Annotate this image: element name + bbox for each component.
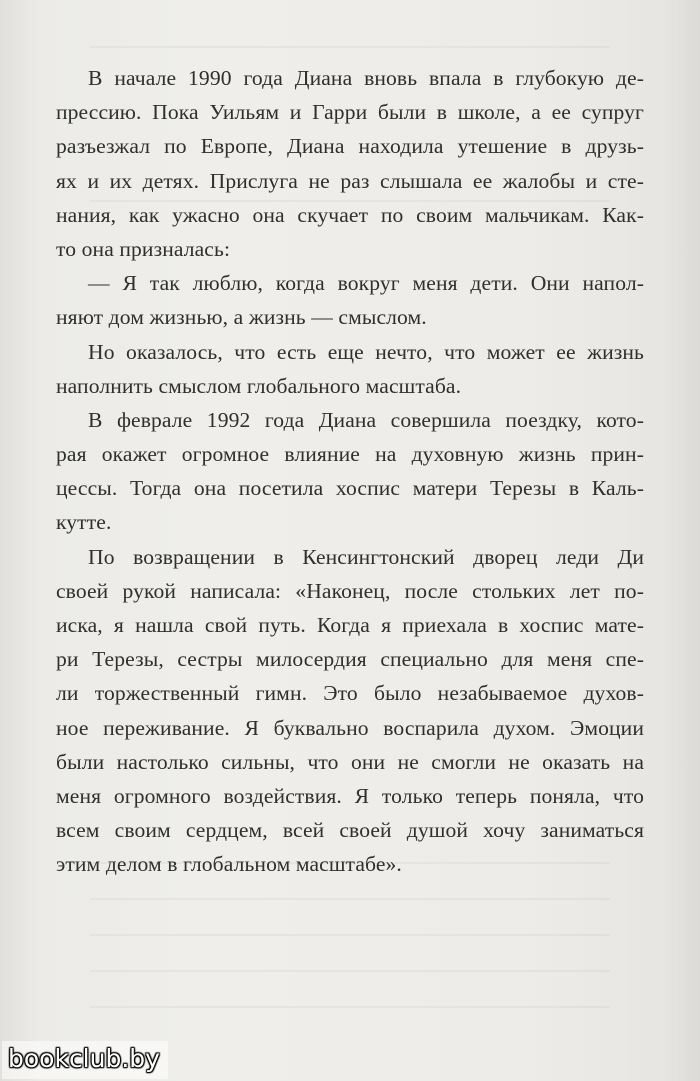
text-line: В феврале 1992 года Диана совершила поездку, кото- bbox=[88, 407, 644, 432]
text-line: наполнить смыслом глобального масштаба. bbox=[56, 373, 462, 398]
watermark-logo: bookclub.by bbox=[2, 1041, 168, 1079]
text-line: Но оказалось, что есть еще нечто, что может ее жизнь bbox=[88, 339, 644, 364]
text-line: этим делом в глобальном масштабе». bbox=[56, 852, 402, 877]
text-line: всем своим сердцем, всей своей душой хочу заниматься bbox=[56, 818, 644, 843]
text-line: ли торжественный гимн. Это было незабываемое духов- bbox=[56, 681, 644, 706]
text-line: В начале 1990 года Диана вновь впала в глубокую де- bbox=[88, 66, 644, 90]
text-line: кутте. bbox=[56, 510, 112, 535]
show-through-line bbox=[90, 970, 610, 972]
text-line: прессию. Пока Уильям и Гарри были в школе, а ее супруг bbox=[56, 100, 644, 125]
text-line: меня огромного воздействия. Я только теперь поняла, что bbox=[56, 783, 644, 808]
text-line: нания, как ужасно она скучает по своим мальчикам. Как- bbox=[56, 202, 644, 227]
text-line: рая окажет огромное влияние на духовную жизнь прин- bbox=[56, 442, 644, 467]
show-through-line bbox=[90, 898, 610, 900]
text-line: то она призналась: bbox=[56, 236, 231, 261]
text-line: ри Терезы, сестры милосердия специально для меня спе- bbox=[56, 647, 644, 672]
text-line: своей рукой написала: «Наконец, после стольких лет по- bbox=[56, 578, 644, 603]
body-text bbox=[56, 61, 644, 882]
text-line: ях и их детях. Прислуга не раз слышала ее жалобы и сте- bbox=[56, 168, 644, 193]
text-line: разъезжал по Европе, Диана находила утешение в друзь- bbox=[56, 134, 644, 159]
text-line: По возвращении в Кенсингтонский дворец леди Ди bbox=[88, 544, 644, 569]
show-through-line bbox=[90, 46, 610, 48]
show-through-line bbox=[90, 934, 610, 936]
text-line: — Я так люблю, когда вокруг меня дети. Они напол- bbox=[88, 271, 644, 296]
text-line: няют дом жизнью, а жизнь — смыслом. bbox=[56, 305, 427, 330]
text-line: ное переживание. Я буквально воспарила духом. Эмоции bbox=[56, 715, 644, 740]
text-line: иска, я нашла свой путь. Когда я приехала в хоспис мате- bbox=[56, 613, 644, 637]
text-line: цессы. Тогда она посетила хоспис матери Терезы в Каль- bbox=[56, 476, 644, 501]
show-through-line bbox=[90, 1006, 610, 1008]
text-line: были настолько сильны, что они не смогли не оказать на bbox=[56, 749, 644, 774]
